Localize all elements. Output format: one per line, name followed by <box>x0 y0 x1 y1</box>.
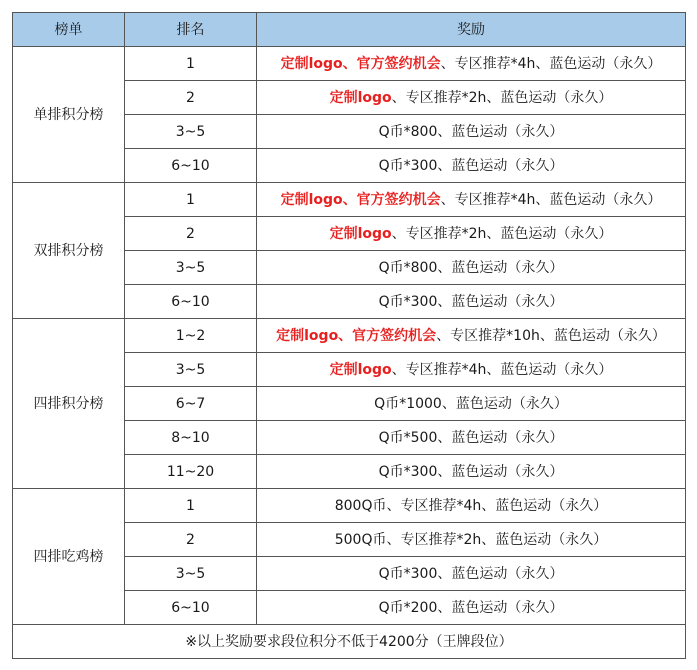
reward-table <box>12 12 686 659</box>
reward-text: 、专区推荐*4h、蓝色运动（永久） <box>440 55 662 72</box>
rank-cell: 3~5 <box>125 353 257 387</box>
reward-cell <box>257 523 686 557</box>
reward-text: 、专区推荐*4h、蓝色运动（永久） <box>440 191 662 208</box>
reward-highlight: 定制logo <box>329 361 392 378</box>
rank-cell: 8~10 <box>125 421 257 455</box>
reward-text: Q币*500、蓝色运动（永久） <box>378 429 564 446</box>
reward-text: Q币*800、蓝色运动（永久） <box>378 259 564 276</box>
rank-cell: 1~2 <box>125 319 257 353</box>
reward-cell <box>257 251 686 285</box>
reward-text: Q币*300、蓝色运动（永久） <box>378 157 564 174</box>
reward-text: 500Q币、专区推荐*2h、蓝色运动（永久） <box>334 531 608 548</box>
reward-cell <box>257 81 686 115</box>
reward-cell <box>257 557 686 591</box>
reward-cell <box>257 217 686 251</box>
reward-cell <box>257 47 686 81</box>
table-row <box>13 489 686 523</box>
reward-cell <box>257 115 686 149</box>
reward-cell <box>257 353 686 387</box>
board-name: 四排积分榜 <box>13 319 125 489</box>
footnote: ※以上奖励要求段位积分不低于4200分（王牌段位） <box>13 625 686 659</box>
reward-text: Q币*300、蓝色运动（永久） <box>378 463 564 480</box>
header-reward: 奖励 <box>257 13 686 47</box>
rank-cell: 6~10 <box>125 285 257 319</box>
reward-text: Q币*300、蓝色运动（永久） <box>378 293 564 310</box>
rank-cell: 1 <box>125 489 257 523</box>
table-row <box>13 47 686 81</box>
reward-text: Q币*200、蓝色运动（永久） <box>378 599 564 616</box>
rank-cell: 11~20 <box>125 455 257 489</box>
header-board: 榜单 <box>13 13 125 47</box>
reward-text: 、专区推荐*2h、蓝色运动（永久） <box>391 225 613 242</box>
header-rank: 排名 <box>125 13 257 47</box>
rank-cell: 3~5 <box>125 557 257 591</box>
reward-text: 、专区推荐*10h、蓝色运动（永久） <box>436 327 666 344</box>
table-row <box>13 319 686 353</box>
reward-cell <box>257 489 686 523</box>
reward-text: Q币*1000、蓝色运动（永久） <box>374 395 568 412</box>
table-body <box>13 47 686 625</box>
reward-text: Q币*800、蓝色运动（永久） <box>378 123 564 140</box>
reward-cell <box>257 591 686 625</box>
table-row <box>13 183 686 217</box>
rank-cell: 3~5 <box>125 251 257 285</box>
reward-highlight: 定制logo <box>329 89 392 106</box>
rank-cell: 1 <box>125 47 257 81</box>
rank-cell: 2 <box>125 217 257 251</box>
reward-highlight: 定制logo、官方签约机会 <box>280 191 441 208</box>
footnote-row <box>13 625 686 659</box>
reward-text: 800Q币、专区推荐*4h、蓝色运动（永久） <box>334 497 608 514</box>
reward-cell <box>257 183 686 217</box>
rank-cell: 6~10 <box>125 591 257 625</box>
rank-cell: 6~7 <box>125 387 257 421</box>
board-name: 四排吃鸡榜 <box>13 489 125 625</box>
rank-cell: 6~10 <box>125 149 257 183</box>
reward-text: Q币*300、蓝色运动（永久） <box>378 565 564 582</box>
reward-cell <box>257 149 686 183</box>
reward-cell <box>257 455 686 489</box>
board-name: 单排积分榜 <box>13 47 125 183</box>
reward-cell <box>257 319 686 353</box>
rank-cell: 1 <box>125 183 257 217</box>
reward-text: 、专区推荐*4h、蓝色运动（永久） <box>391 361 613 378</box>
reward-cell <box>257 421 686 455</box>
reward-text: 、专区推荐*2h、蓝色运动（永久） <box>391 89 613 106</box>
table-header-row <box>13 13 686 47</box>
board-name: 双排积分榜 <box>13 183 125 319</box>
rank-cell: 3~5 <box>125 115 257 149</box>
reward-cell <box>257 285 686 319</box>
reward-highlight: 定制logo <box>329 225 392 242</box>
reward-cell <box>257 387 686 421</box>
reward-highlight: 定制logo、官方签约机会 <box>276 327 437 344</box>
reward-highlight: 定制logo、官方签约机会 <box>280 55 441 72</box>
rank-cell: 2 <box>125 81 257 115</box>
rank-cell: 2 <box>125 523 257 557</box>
